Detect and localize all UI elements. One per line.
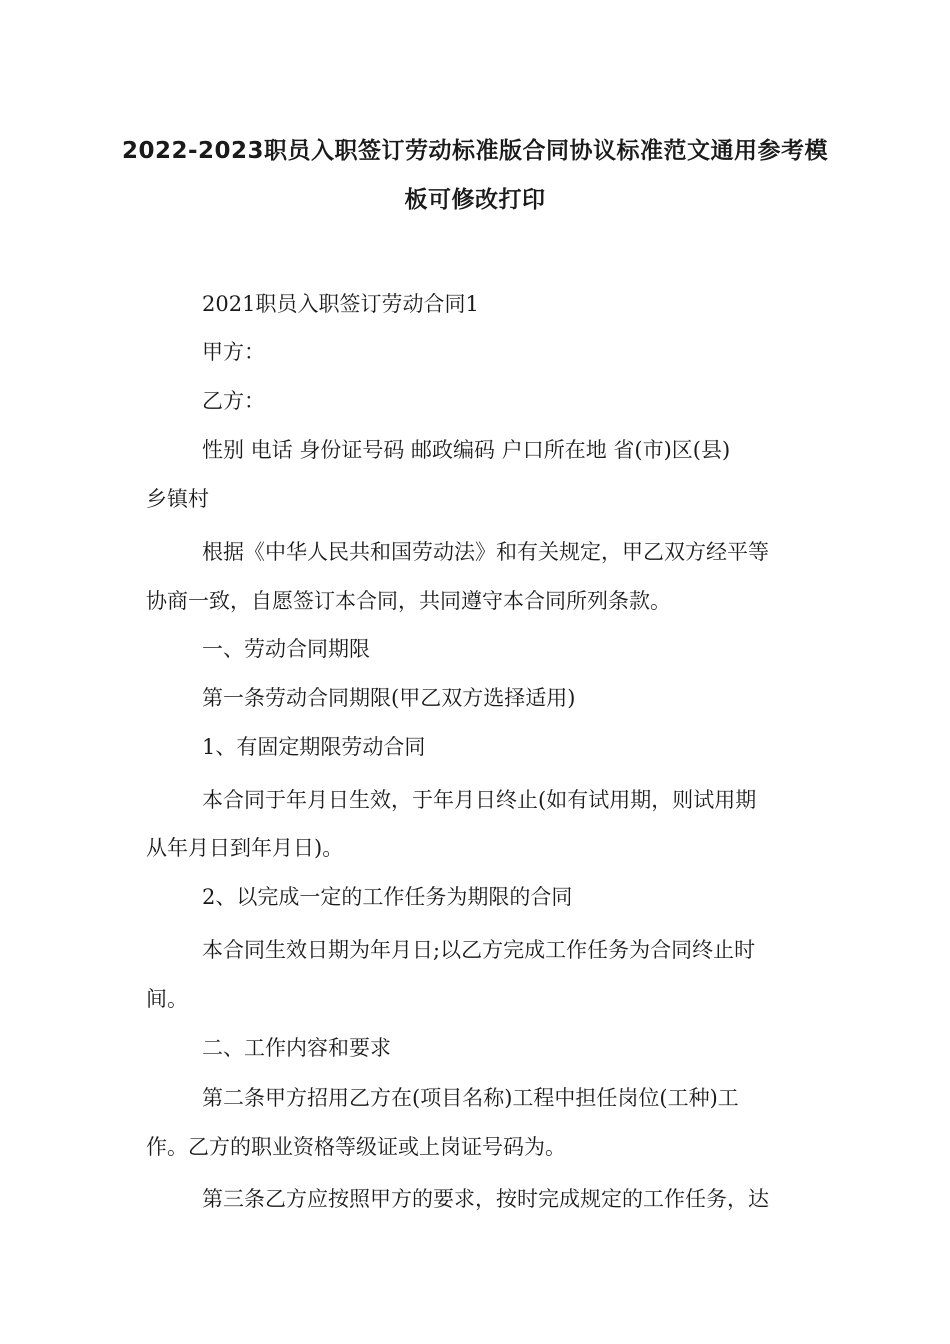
section-heading: 二、工作内容和要求 <box>202 1036 391 1060</box>
article-heading: 第一条劳动合同期限(甲乙双方选择适用) <box>202 686 576 710</box>
contract-heading: 2021职员入职签订劳动合同1 <box>202 292 479 316</box>
party-b-info-line: 性别 电话 身份证号码 邮政编码 户口所在地 省(市)区(县) <box>202 438 731 462</box>
paragraph-line: 第二条甲方招用乙方在(项目名称)工程中担任岗位(工种)工 <box>202 1086 739 1110</box>
document-title-line-2: 板可修改打印 <box>404 187 546 213</box>
paragraph-line: 根据《中华人民共和国劳动法》和有关规定，甲乙双方经平等 <box>202 540 769 564</box>
paragraph-line: 第三条乙方应按照甲方的要求，按时完成规定的工作任务，达 <box>202 1187 769 1211</box>
document-title-line-1: 2022-2023职员入职签订劳动标准版合同协议标准范文通用参考模 <box>121 138 829 164</box>
section-heading: 一、劳动合同期限 <box>202 637 370 661</box>
paragraph-line: 协商一致，自愿签订本合同，共同遵守本合同所列条款。 <box>146 589 671 613</box>
paragraph-line: 本合同于年月日生效，于年月日终止(如有试用期，则试用期 <box>202 788 757 812</box>
party-a-label: 甲方： <box>202 340 265 364</box>
party-b-label: 乙方： <box>202 389 265 413</box>
paragraph-line: 本合同生效日期为年月日;以乙方完成工作任务为合同终止时 <box>202 938 756 962</box>
paragraph-line: 从年月日到年月日)。 <box>146 836 344 860</box>
paragraph-line: 作。乙方的职业资格等级证或上岗证号码为。 <box>146 1135 566 1159</box>
paragraph-line: 间。 <box>146 987 188 1011</box>
clause-heading: 2、以完成一定的工作任务为期限的合同 <box>202 885 573 909</box>
party-b-info-line: 乡镇村 <box>146 487 209 511</box>
clause-heading: 1、有固定期限劳动合同 <box>202 735 426 759</box>
